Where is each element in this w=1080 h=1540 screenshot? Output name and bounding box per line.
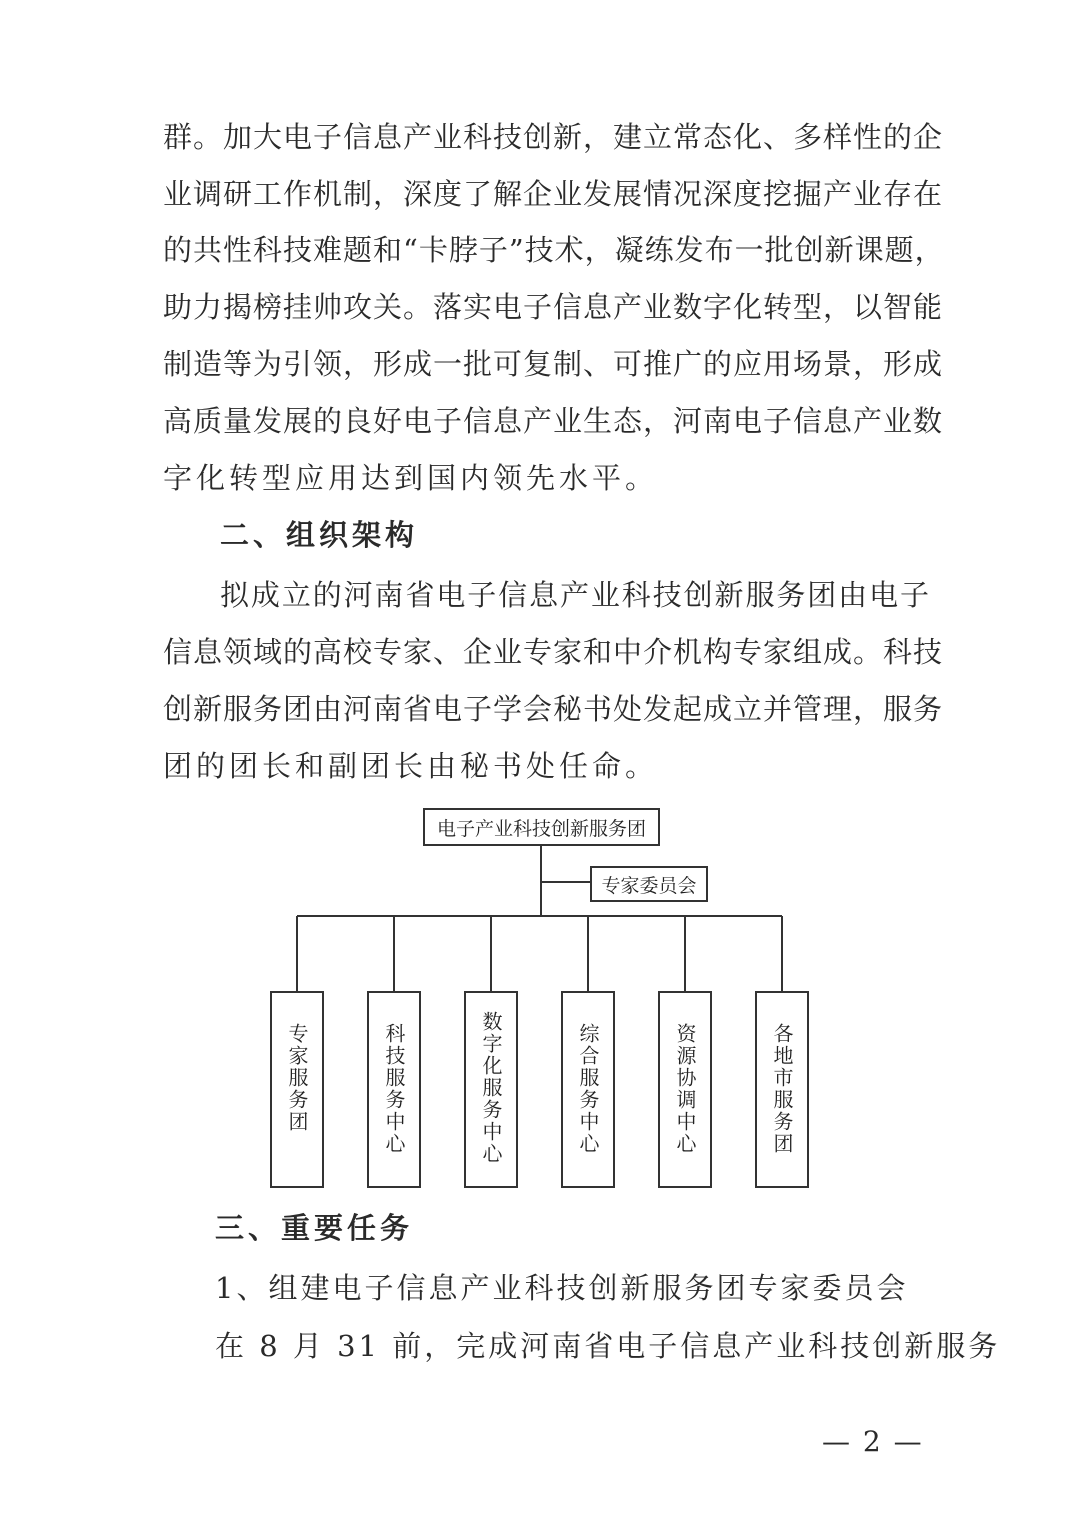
paragraph-line: 制造等为引领，形成一批可复制、可推广的应用场景，形成: [163, 347, 944, 381]
paragraph-line: 创新服务团由河南省电子学会秘书处发起成立并管理，服务: [163, 692, 944, 726]
org-side-label: 专家委员会: [601, 874, 697, 897]
paragraph-line: 高质量发展的良好电子信息产业生态，河南电子信息产业数: [163, 404, 944, 438]
paragraph-line: 在 8 月 31 前，完成河南省电子信息产业科技创新服务: [215, 1329, 1001, 1363]
org-child-box: [270, 991, 324, 1188]
org-child-box: [367, 991, 421, 1188]
page-number: — 2 —: [822, 1425, 924, 1458]
org-child-label: 综合服务中心: [576, 1023, 600, 1155]
org-child-label: 资源协调中心: [673, 1023, 697, 1155]
org-root-label: 电子产业科技创新服务团: [436, 817, 646, 840]
org-root-box: [423, 808, 660, 846]
org-child-label: 科技服务中心: [382, 1023, 406, 1155]
paragraph-line: 业调研工作机制，深度了解企业发展情况深度挖掘产业存在: [163, 177, 944, 211]
paragraph-line: 字化转型应用达到国内领先水平。: [163, 461, 659, 495]
paragraph-line: 群。加大电子信息产业科技创新，建立常态化、多样性的企: [163, 120, 944, 154]
org-child-box: [755, 991, 809, 1188]
org-child-box: [464, 991, 518, 1188]
paragraph-line: 助力揭榜挂帅攻关。落实电子信息产业数字化转型，以智能: [163, 290, 944, 324]
section-heading: 三、重要任务: [215, 1211, 414, 1245]
org-child-box: [561, 991, 615, 1188]
org-child-label: 专家服务团: [285, 1023, 309, 1133]
paragraph-line: 的共性科技难题和“卡脖子”技术，凝练发布一批创新课题，: [163, 233, 945, 267]
paragraph-line: 拟成立的河南省电子信息产业科技创新服务团由电子: [220, 578, 930, 612]
org-side-box: [590, 866, 708, 902]
org-child-box: [658, 991, 712, 1188]
list-item: 1、组建电子信息产业科技创新服务团专家委员会: [215, 1271, 909, 1305]
paragraph-line: 团的团长和副团长由秘书处任命。: [163, 749, 659, 783]
section-heading: 二、组织架构: [220, 518, 419, 552]
org-child-label: 数字化服务中心: [479, 1011, 503, 1165]
org-child-label: 各地市服务团: [770, 1023, 794, 1155]
paragraph-line: 信息领域的高校专家、企业专家和中介机构专家组成。科技: [163, 635, 944, 669]
